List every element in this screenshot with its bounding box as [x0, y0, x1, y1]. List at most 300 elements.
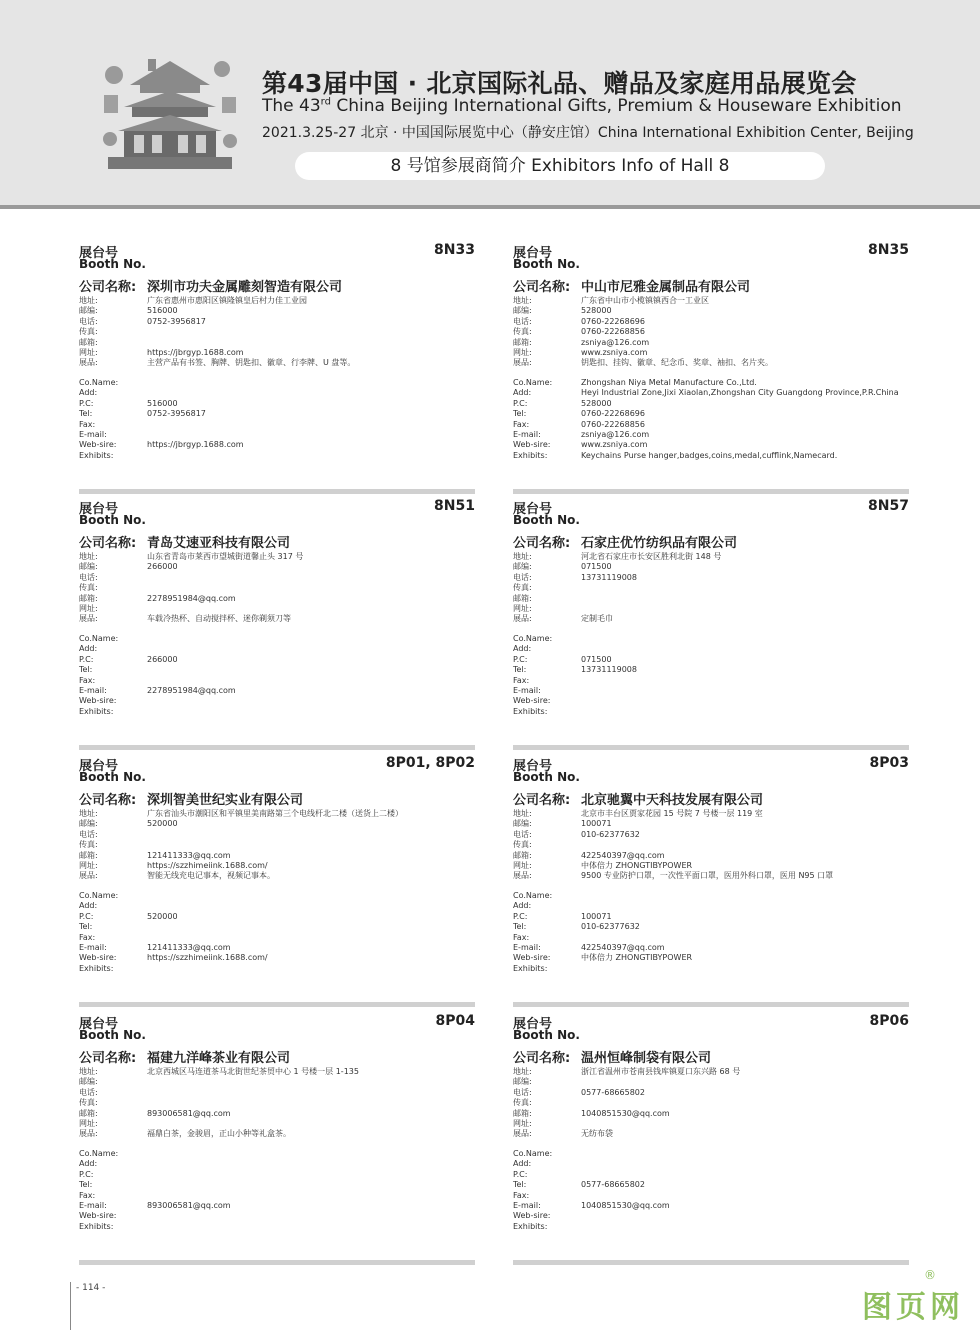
info-row: [79, 327, 475, 337]
info-row: [513, 655, 909, 665]
company-name: 温州恒峰制袋有限公司: [581, 1051, 712, 1066]
info-row: [79, 830, 475, 840]
field-value: 0752-3956817: [147, 316, 206, 326]
field-label: Web-sire:: [79, 696, 117, 706]
info-row: [513, 1180, 909, 1190]
info-row: [79, 594, 475, 604]
field-value: 0760-22268856: [581, 419, 645, 429]
info-row: [513, 451, 909, 461]
field-value: 516000: [147, 398, 178, 408]
info-rows-cn: [513, 809, 909, 882]
info-row: [513, 358, 909, 368]
field-label: 地址:: [79, 296, 98, 305]
registered-mark: ®: [924, 1268, 936, 1282]
booth-number: 8N57: [868, 498, 909, 514]
field-label: 地址:: [513, 1067, 532, 1076]
booth-number: 8N35: [868, 242, 909, 258]
field-value: www.zsniya.com: [581, 440, 648, 450]
booth-label-cn: 展台号: [513, 759, 553, 774]
booth-label-en: Booth No.: [79, 1028, 146, 1042]
exhibitor-card: [79, 242, 475, 494]
info-row: [513, 378, 909, 388]
info-row: [79, 573, 475, 583]
info-row: [79, 953, 475, 963]
info-row: [513, 1119, 909, 1129]
info-row: [79, 562, 475, 572]
watermark-logo: 图页网: [862, 1290, 964, 1325]
page-header: [0, 0, 980, 205]
info-row: [513, 953, 909, 963]
card-divider: [513, 1002, 909, 1007]
field-label: Exhibits:: [513, 963, 548, 973]
company-name: 福建九洋峰茶业有限公司: [147, 1051, 291, 1066]
info-row: [79, 943, 475, 953]
field-label: Fax:: [513, 1190, 530, 1200]
field-value: https://jbrgyp.1688.com: [147, 347, 244, 357]
booth-label-cn: 展台号: [513, 246, 553, 261]
field-value: 中体倍力 ZHONGTIBYPOWER: [581, 860, 693, 870]
field-value: 100071: [581, 819, 612, 829]
field-label: Co.Name:: [79, 378, 119, 387]
info-row: [79, 1170, 475, 1180]
field-value: zsniya@126.com: [581, 429, 650, 439]
info-row: [513, 1191, 909, 1201]
info-row: [513, 922, 909, 932]
info-row: [513, 830, 909, 840]
field-value: 100071: [581, 911, 612, 921]
info-row: [513, 604, 909, 614]
field-value: 智能无线充电记事本，视频记事本。: [147, 871, 275, 881]
field-label: Co.Name:: [513, 1149, 553, 1158]
info-row: [79, 1119, 475, 1129]
booth-label-cn: 展台号: [513, 502, 553, 517]
company-label: 公司名称:: [79, 793, 137, 808]
field-label: 传真:: [79, 583, 98, 593]
field-label: Tel:: [513, 665, 527, 675]
field-value: 无纺布袋: [581, 1129, 613, 1139]
info-row: [79, 338, 475, 348]
exhibitor-card: [513, 755, 909, 1007]
field-label: 地址:: [513, 552, 532, 561]
field-value: 中体倍力 ZHONGTIBYPOWER: [581, 953, 693, 963]
field-value: 516000: [147, 306, 178, 316]
field-label: 传真:: [513, 840, 532, 850]
exhibition-title-en: The 43rd China Beijing International Gifts, Premium & Houseware Exhibition: [262, 96, 902, 116]
field-label: Exhibits:: [513, 706, 548, 716]
booth-label-cn: 展台号: [79, 1017, 119, 1032]
field-label: 展品:: [513, 871, 532, 881]
info-row: [79, 1088, 475, 1098]
field-label: Exhibits:: [513, 1221, 548, 1231]
company-label: 公司名称:: [513, 1051, 571, 1066]
booth-number: 8P01, 8P02: [385, 755, 475, 771]
field-value: 车载冷热杯、自动搅拌杯、迷你剃须刀等: [147, 614, 291, 624]
info-row: [79, 1129, 475, 1139]
info-row: [513, 409, 909, 419]
field-label: Fax:: [513, 932, 530, 942]
field-label: 邮编:: [79, 306, 98, 316]
info-row: [79, 306, 475, 316]
field-label: 展品:: [513, 614, 532, 624]
field-label: 电话:: [79, 316, 98, 326]
info-row: [513, 399, 909, 409]
field-label: Fax:: [79, 932, 96, 942]
info-row: [79, 933, 475, 943]
info-row: [513, 1201, 909, 1211]
field-value: 1040851530@qq.com: [581, 1108, 670, 1118]
field-label: P.C:: [513, 654, 528, 664]
booth-number: 8P03: [869, 755, 909, 771]
info-row: [513, 1109, 909, 1119]
company-label: 公司名称:: [513, 536, 571, 551]
field-label: 邮箱:: [79, 337, 98, 347]
booth-number: 8N33: [434, 242, 475, 258]
card-divider: [79, 1260, 475, 1265]
info-row: [79, 317, 475, 327]
info-row: [513, 1149, 909, 1159]
info-rows-en: [79, 891, 475, 974]
info-row: [513, 440, 909, 450]
field-label: 展品:: [513, 1129, 532, 1139]
info-rows-en: [513, 1149, 909, 1232]
info-row: [513, 317, 909, 327]
field-label: 展品:: [79, 871, 98, 881]
field-label: P.C:: [79, 654, 94, 664]
info-row: [79, 686, 475, 696]
info-rows-en: [513, 891, 909, 974]
info-row: [79, 840, 475, 850]
info-row: [79, 1109, 475, 1119]
exhibition-title-cn: 第43届中国 · 北京国际礼品、赠品及家庭用品展览会: [262, 69, 857, 98]
field-label: Web-sire:: [79, 953, 117, 963]
field-value: 2278951984@qq.com: [147, 685, 236, 695]
field-label: Add:: [79, 388, 98, 398]
info-row: [79, 399, 475, 409]
info-rows-cn: [79, 1067, 475, 1140]
field-label: 网址:: [513, 603, 532, 613]
page-number: - 114 -: [76, 1283, 106, 1293]
field-label: E-mail:: [79, 685, 107, 695]
field-label: Fax:: [79, 419, 96, 429]
company-name: 深圳智美世纪实业有限公司: [147, 793, 304, 808]
hall-title: 8 号馆参展商简介 Exhibitors Info of Hall 8: [295, 152, 825, 180]
field-value: 528000: [581, 398, 612, 408]
field-label: Tel:: [513, 409, 527, 419]
info-row: [513, 306, 909, 316]
field-label: 展品:: [513, 358, 532, 368]
info-row: [79, 1149, 475, 1159]
field-label: Exhibits:: [79, 963, 114, 973]
field-label: P.C:: [513, 398, 528, 408]
field-label: Tel:: [79, 922, 93, 932]
info-row: [79, 604, 475, 614]
booth-label-en: Booth No.: [79, 513, 146, 527]
field-label: Exhibits:: [79, 1221, 114, 1231]
field-value: 0752-3956817: [147, 409, 206, 419]
info-row: [79, 583, 475, 593]
card-divider: [79, 1002, 475, 1007]
card-divider: [79, 745, 475, 750]
field-label: 网址:: [79, 347, 98, 357]
field-label: Exhibits:: [79, 450, 114, 460]
field-label: Web-sire:: [513, 440, 551, 450]
field-label: Tel:: [79, 409, 93, 419]
exhibitor-card: [513, 1013, 909, 1265]
info-row: [79, 665, 475, 675]
field-label: Tel:: [513, 1180, 527, 1190]
field-label: 邮箱:: [513, 850, 532, 860]
info-row: [513, 1211, 909, 1221]
field-label: Add:: [79, 644, 98, 654]
info-row: [513, 1159, 909, 1169]
booth-label-en: Booth No.: [513, 770, 580, 784]
booth-label-en: Booth No.: [79, 770, 146, 784]
field-value: 266000: [147, 654, 178, 664]
field-value: 010-62377632: [581, 922, 640, 932]
booth-label-cn: 展台号: [513, 1017, 553, 1032]
field-label: Add:: [513, 901, 532, 911]
field-value: https://szzhimeiink.1688.com/: [147, 860, 268, 870]
info-rows-en: [79, 1149, 475, 1232]
info-row: [513, 296, 909, 306]
info-row: [79, 819, 475, 829]
field-value: 0577-68665802: [581, 1087, 645, 1097]
booth-label-en: Booth No.: [79, 257, 146, 271]
info-row: [79, 707, 475, 717]
field-value: 主营产品有书签、胸牌、钥匙扣、徽章、行李牌、U 盘等。: [147, 358, 356, 368]
exhibitor-card: [513, 498, 909, 750]
field-value: 893006581@qq.com: [147, 1108, 231, 1118]
info-row: [513, 634, 909, 644]
info-row: [513, 562, 909, 572]
info-row: [513, 707, 909, 717]
info-row: [513, 1077, 909, 1087]
field-label: 邮编:: [513, 819, 532, 829]
field-value: 893006581@qq.com: [147, 1200, 231, 1210]
field-value: 0577-68665802: [581, 1180, 645, 1190]
field-value: 广东省汕头市潮阳区和平镇里美南路第三个电线杆北二楼（送货上二楼）: [147, 809, 403, 818]
card-divider: [79, 489, 475, 494]
booth-label-cn: 展台号: [79, 759, 119, 774]
info-row: [513, 1129, 909, 1139]
field-label: Tel:: [79, 1180, 93, 1190]
info-row: [513, 871, 909, 881]
exhibitor-card: [79, 755, 475, 1007]
company-name: 石家庄优竹纺织品有限公司: [581, 536, 738, 551]
info-row: [79, 552, 475, 562]
info-row: [79, 440, 475, 450]
field-value: 钥匙扣、挂钩、徽章、纪念币、奖章、袖扣、名片夹。: [581, 358, 773, 368]
booth-label-en: Booth No.: [513, 513, 580, 527]
field-label: 邮编:: [513, 562, 532, 572]
info-row: [79, 901, 475, 911]
field-value: 0760-22268696: [581, 409, 645, 419]
info-row: [513, 851, 909, 861]
info-row: [513, 1222, 909, 1232]
info-row: [79, 964, 475, 974]
booth-label-en: Booth No.: [513, 257, 580, 271]
field-label: E-mail:: [79, 942, 107, 952]
info-row: [79, 1201, 475, 1211]
field-value: 071500: [581, 654, 612, 664]
date-venue: 2021.3.25-27 北京 · 中国国际展览中心（静安庄馆）China International Exhibition Center, Beijing: [262, 125, 914, 141]
exhibitor-card: [79, 1013, 475, 1265]
field-label: 地址:: [79, 552, 98, 561]
info-row: [513, 1088, 909, 1098]
field-value: 010-62377632: [581, 829, 640, 839]
field-label: Exhibits:: [79, 706, 114, 716]
info-row: [79, 296, 475, 306]
field-label: Co.Name:: [79, 634, 119, 643]
field-label: 展品:: [79, 1129, 98, 1139]
field-label: 传真:: [79, 1098, 98, 1108]
info-row: [513, 840, 909, 850]
field-value: 0760-22268696: [581, 316, 645, 326]
field-value: 广东省中山市小榄镇镇西合一工业区: [581, 296, 709, 305]
field-label: Co.Name:: [513, 378, 553, 387]
field-value: 13731119008: [581, 572, 637, 582]
field-value: 福鼎白茶，金骏眉，正山小种等礼盒茶。: [147, 1129, 291, 1139]
company-label: 公司名称:: [513, 793, 571, 808]
info-row: [79, 388, 475, 398]
info-row: [79, 1222, 475, 1232]
exhibition-logo-icon: [100, 55, 240, 175]
field-label: Web-sire:: [79, 440, 117, 450]
field-label: 邮箱:: [79, 850, 98, 860]
field-label: 展品:: [79, 358, 98, 368]
field-label: Co.Name:: [513, 634, 553, 643]
info-row: [513, 912, 909, 922]
info-row: [79, 644, 475, 654]
field-label: 邮编:: [79, 562, 98, 572]
field-label: 传真:: [513, 327, 532, 337]
info-row: [79, 871, 475, 881]
info-row: [79, 696, 475, 706]
info-row: [79, 1159, 475, 1169]
info-rows-en: [79, 378, 475, 461]
info-row: [79, 348, 475, 358]
card-divider: [513, 745, 909, 750]
info-row: [513, 943, 909, 953]
field-label: 邮箱:: [79, 593, 98, 603]
field-label: 网址:: [513, 860, 532, 870]
company-label: 公司名称:: [513, 280, 571, 295]
field-label: 网址:: [79, 860, 98, 870]
field-label: P.C:: [513, 911, 528, 921]
field-value: 0760-22268856: [581, 327, 645, 337]
field-label: 电话:: [79, 1087, 98, 1097]
field-label: P.C:: [513, 1169, 528, 1179]
exhibitor-card: [513, 242, 909, 494]
field-label: P.C:: [79, 1169, 94, 1179]
company-name: 深圳市功夫金属雕刻智造有限公司: [147, 280, 343, 295]
field-label: E-mail:: [513, 429, 541, 439]
field-label: Tel:: [513, 922, 527, 932]
field-label: E-mail:: [513, 942, 541, 952]
field-value: 北京市丰台区贾家花园 15 号院 7 号楼一层 119 室: [581, 809, 763, 818]
info-row: [79, 891, 475, 901]
info-row: [513, 583, 909, 593]
info-row: [513, 644, 909, 654]
info-row: [513, 388, 909, 398]
field-label: 邮编:: [513, 306, 532, 316]
field-value: 266000: [147, 562, 178, 572]
field-label: 电话:: [513, 316, 532, 326]
info-row: [79, 676, 475, 686]
booth-number: 8P04: [435, 1013, 475, 1029]
field-value: https://szzhimeiink.1688.com/: [147, 953, 268, 963]
field-label: P.C:: [79, 911, 94, 921]
field-label: 网址:: [513, 347, 532, 357]
field-label: 网址:: [513, 1118, 532, 1128]
field-value: 071500: [581, 562, 612, 572]
info-row: [79, 851, 475, 861]
info-row: [513, 420, 909, 430]
field-label: Exhibits:: [513, 450, 548, 460]
booth-number: 8N51: [434, 498, 475, 514]
field-value: 河北省石家庄市长安区胜利北街 148 号: [581, 552, 722, 561]
exhibitor-card: [79, 498, 475, 750]
field-label: 地址:: [79, 809, 98, 818]
info-row: [79, 409, 475, 419]
info-row: [513, 964, 909, 974]
header-divider: [0, 205, 980, 209]
field-label: Web-sire:: [79, 1211, 117, 1221]
field-value: 422540397@qq.com: [581, 942, 665, 952]
field-value: 浙江省温州市苍南县钱库镇夏口东兴路 68 号: [581, 1067, 741, 1076]
info-row: [79, 634, 475, 644]
field-value: 13731119008: [581, 665, 637, 675]
field-label: Fax:: [513, 419, 530, 429]
field-label: 邮编:: [79, 1077, 98, 1087]
field-label: Co.Name:: [79, 891, 119, 900]
info-row: [513, 430, 909, 440]
info-row: [79, 430, 475, 440]
info-row: [79, 1077, 475, 1087]
info-row: [513, 1067, 909, 1077]
info-rows-cn: [79, 552, 475, 625]
info-row: [79, 1211, 475, 1221]
field-value: Heyi Industrial Zone,Jixi Xiaolan,Zhongshan City Guangdong Province,P.R.China: [581, 388, 899, 398]
info-row: [513, 665, 909, 675]
field-label: 邮箱:: [513, 593, 532, 603]
info-row: [513, 1170, 909, 1180]
company-label: 公司名称:: [79, 280, 137, 295]
company-name: 青岛艾速亚科技有限公司: [147, 536, 291, 551]
info-rows-en: [513, 378, 909, 461]
field-value: 北京西城区马连道茶马北街世纪茶贸中心 1 号楼一层 1-135: [147, 1067, 359, 1076]
company-label: 公司名称:: [79, 1051, 137, 1066]
field-value: 9500 专业防护口罩，一次性平面口罩，医用外科口罩，医用 N95 口罩: [581, 871, 834, 881]
info-row: [513, 891, 909, 901]
company-name: 中山市尼雅金属制品有限公司: [581, 280, 751, 295]
field-value: 520000: [147, 911, 178, 921]
info-rows-en: [79, 634, 475, 717]
info-rows-cn: [513, 1067, 909, 1140]
field-label: 地址:: [79, 1067, 98, 1076]
booth-label-cn: 展台号: [79, 246, 119, 261]
field-label: 展品:: [79, 614, 98, 624]
info-row: [79, 378, 475, 388]
field-label: Co.Name:: [513, 891, 553, 900]
field-label: Add:: [513, 388, 532, 398]
info-row: [79, 1098, 475, 1108]
info-row: [513, 573, 909, 583]
field-value: 定制毛巾: [581, 614, 613, 624]
info-row: [513, 676, 909, 686]
field-label: 邮编:: [513, 1077, 532, 1087]
field-label: Web-sire:: [513, 953, 551, 963]
